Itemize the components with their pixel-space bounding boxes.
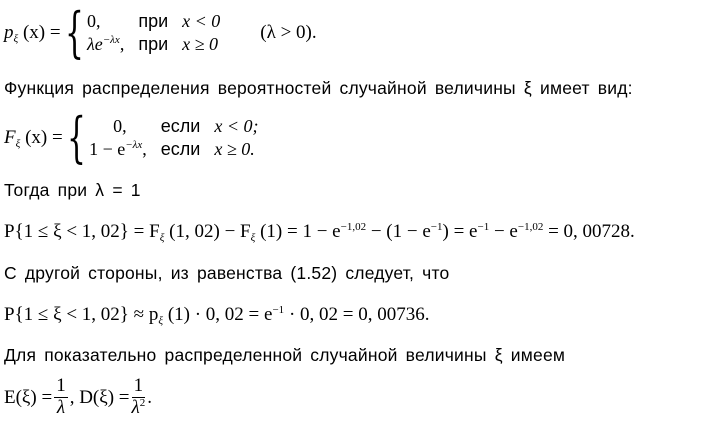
density-lhs: p <box>4 22 14 43</box>
fraction-one-over-lambda: $\frac{1}{\lambda}$ <box>56 375 66 418</box>
fraction-one-over-lambda-squared: $\frac{1}{\lambda^2}$ <box>131 375 146 418</box>
probability-equation-approx: P{1 ≤ ξ < 1, $02\} \approx p_\xi$ (1) · 0, $02 = e^{-1} \cdot 0$, 02 = 0, 00736. <box>4 304 430 327</box>
left-brace: { <box>66 106 86 169</box>
density-formula: $p_\xi$ (x) = { 0, при x < 0 $\lambda e^{-\lambda x}$, при x ≥ 0 (λ > 0). <box>4 1 317 64</box>
cdf-cases: 0, если x < 0; $1 - e^{-\lambda x}$, если x ≥ 0. <box>89 116 259 159</box>
lambda-condition: (λ > 0). <box>260 22 317 43</box>
probability-equation-exact: P{1 ≤ ξ < 1, $02\} = F_\xi$ (1, $02) - F_\xi$ $(1) = 1 - e^{-1,02} - (1 - e^{-1}) = e^{-1} - e^{-1,02} = 0$, 00728. <box>4 221 635 244</box>
moments-equation: E(ξ) = $\frac{1}{\lambda}$ , D(ξ) = $\frac{1}{\lambda^2}$ . <box>4 375 152 418</box>
density-cases: 0, при x < 0 $\lambda e^{-\lambda x}$, при x ≥ 0 <box>86 11 221 54</box>
left-brace: { <box>64 1 84 64</box>
paragraph-lambda-one: Тогда при λ = 1 <box>4 180 141 200</box>
paragraph-cdf-intro: Функция распределения вероятностей случайной величины ξ имеет вид: <box>4 78 633 98</box>
cdf-formula: $F_\xi$ (x) = { 0, если x < 0; $1 - e^{-\lambda x}$, если x ≥ 0. <box>4 106 259 169</box>
paragraph-moments: Для показательно распределенной случайной величины ξ имеем <box>4 345 566 365</box>
paragraph-approximation: С другой стороны, из равенства (1.52) следует, что <box>4 263 450 283</box>
